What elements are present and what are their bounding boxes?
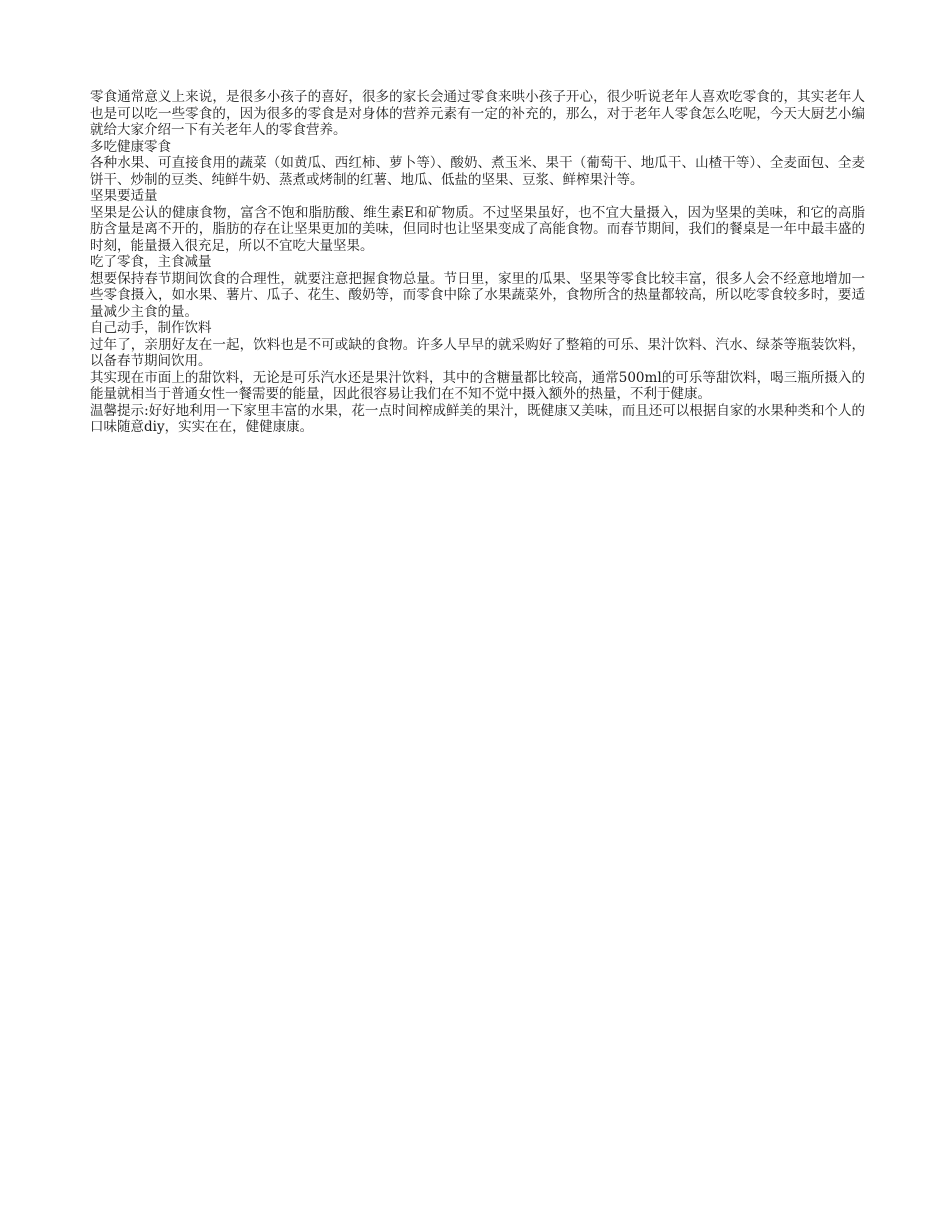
intro-paragraph: 零食通常意义上来说，是很多小孩子的喜好，很多的家长会通过零食来哄小孩子开心，很少听说老年人喜欢吃零食的，其实老年人也是可以吃一些零食的，因为很多的零食是对身体的营养元素有一定的补充的，那么，对于老年人零食怎么吃呢，今天大厨艺小编就给大家介绍一下有关老年人的零食营养。 [90, 89, 865, 138]
section-heading-homemade-drinks: 自己动手，制作饮料 [90, 320, 212, 336]
reduce-staple-paragraph: 想要保持春节期间饮食的合理性，就要注意把握食物总量。节日里，家里的瓜果、坚果等零食比较丰富，很多人会不经意地增加一些零食摄入，如水果、薯片、瓜子、花生、酸奶等，而零食中除了水果蔬菜外，食物所含的热量都较高，所以吃零食较多时，要适量减少主食的量。 [90, 270, 865, 320]
section-heading-healthy-snacks: 多吃健康零食 [90, 138, 171, 155]
nuts-paragraph: 坚果是公认的健康食物，富含不饱和脂肪酸、维生素E和矿物质。不过坚果虽好，也不宜大量摄入，因为坚果的美味，和它的高脂肪含量是离不开的，脂肪的存在让坚果更加的美味，但同时也让坚果变成了高能食物。而春节期间，我们的餐桌是一年中最丰盛的时刻，能量摄入很充足，所以不宜吃大量坚果。 [90, 204, 865, 254]
document-body [90, 89, 865, 436]
drinks-paragraph-1: 过年了，亲朋好友在一起，饮料也是不可或缺的食物。许多人早早的就采购好了整箱的可乐、果汁饮料、汽水、绿茶等瓶装饮料，以备春节期间饮用。 [90, 336, 865, 369]
section-heading-nuts: 坚果要适量 [90, 188, 158, 204]
drinks-paragraph-2: 其实现在市面上的甜饮料，无论是可乐汽水还是果汁饮料，其中的含糖量都比较高，通常500ml的可乐等甜饮料，喝三瓶所摄入的能量就相当于普通女性一餐需要的能量，因此很容易让我们在不知不觉中摄入额外的热量，不利于健康。 [90, 369, 865, 402]
healthy-snacks-paragraph: 各种水果、可直接食用的蔬菜（如黄瓜、西红柿、萝卜等）、酸奶、煮玉米、果干（葡萄干、地瓜干、山楂干等）、全麦面包、全麦饼干、炒制的豆类、纯鲜牛奶、蒸煮或烤制的红薯、地瓜、低盐的坚果、豆浆、鲜榨果汁等。 [90, 155, 865, 188]
section-heading-reduce-staple: 吃了零食，主食减量 [90, 254, 212, 270]
tip-paragraph: 温馨提示:好好地利用一下家里丰富的水果，花一点时间榨成鲜美的果汁，既健康又美味，而且还可以根据自家的水果种类和个人的口味随意diy，实实在在，健健康康。 [90, 402, 865, 435]
